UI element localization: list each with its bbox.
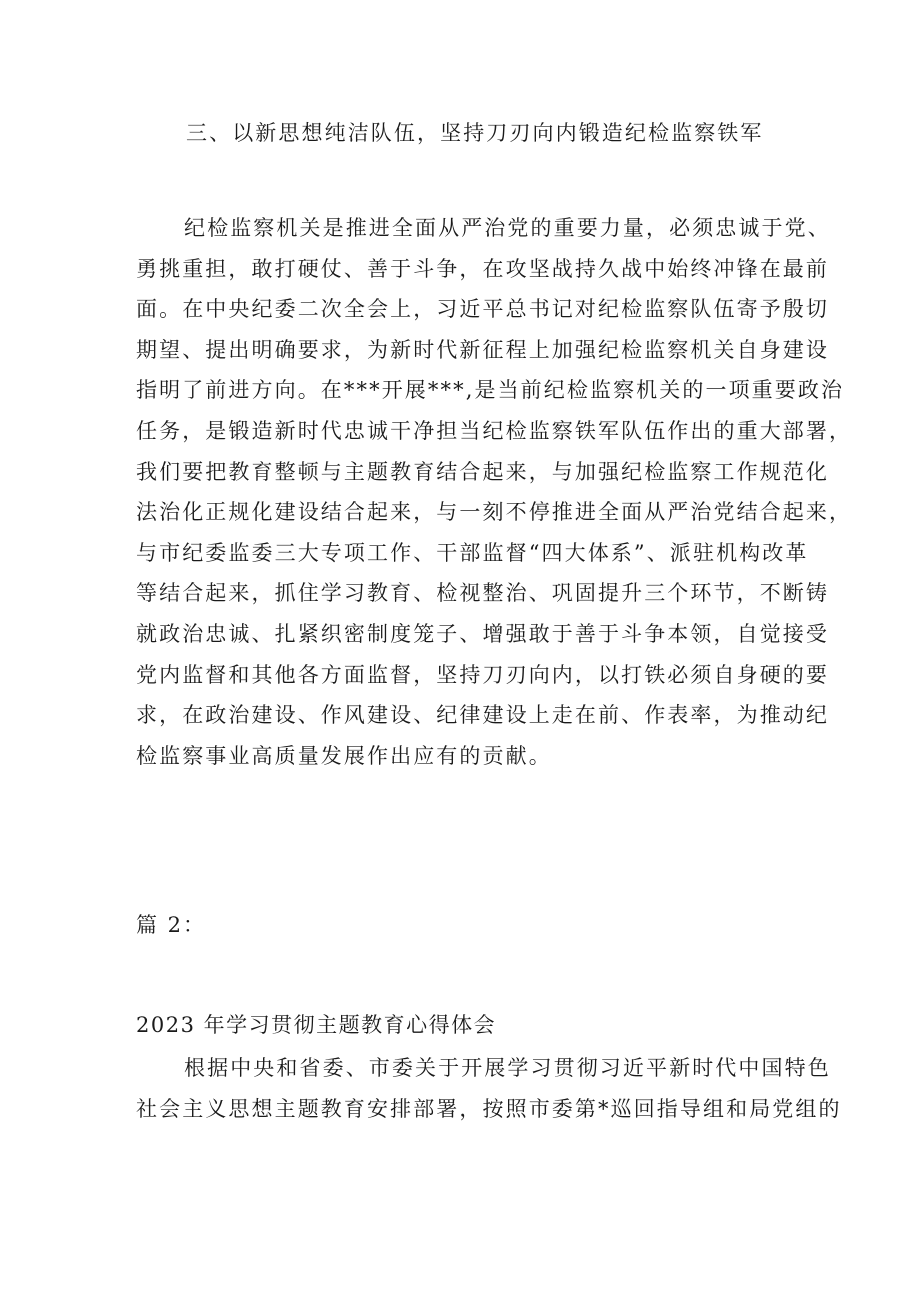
paragraph-line: 我们要把教育整顿与主题教育结合起来，与加强纪检监察工作规范化: [136, 459, 829, 484]
paragraph-line: 检监察事业高质量发展作出应有的贡献。: [136, 743, 552, 768]
paragraph-line: 面。在中央纪委二次全会上，习近平总书记对纪检监察队伍寄予殷切: [136, 297, 829, 322]
paragraph-line: 纪检监察机关是推进全面从严治党的重要力量，必须忠诚于党、: [184, 216, 831, 240]
article-title: 2023 年学习贯彻主题教育心得体会: [136, 1013, 497, 1037]
paragraph-line: 勇挑重担，敢打硬仗、善于斗争，在攻坚战持久战中始终冲锋在最前: [136, 256, 829, 281]
paragraph-line: 根据中央和省委、市委关于开展学习贯彻习近平新时代中国特色: [184, 1056, 831, 1080]
paragraph-line: 社会主义思想主题教育安排部署，按照市委第*巡回指导组和局党组的: [136, 1096, 842, 1121]
paragraph-line: 期望、提出明确要求，为新时代新征程上加强纪检监察机关自身建设: [136, 337, 829, 362]
section-heading: 三、以新思想纯洁队伍，坚持刀刃向内锻造纪检监察铁军: [186, 121, 764, 145]
paragraph-line: 就政治忠诚、扎紧织密制度笼子、增强敢于善于斗争本领，自觉接受: [136, 621, 829, 646]
paragraph-theme-education: [136, 1048, 842, 1129]
paragraph-line: 指明了前进方向。在***开展***,是当前纪检监察机关的一项重要政治: [136, 378, 845, 403]
paragraph-line: 与市纪委监委三大专项工作、干部监督“四大体系”、派驻机构改革: [136, 540, 809, 565]
article-label: 篇 2：: [136, 913, 207, 937]
paragraph-discipline-inspection: [136, 208, 853, 776]
paragraph-line: 等结合起来，抓住学习教育、检视整治、巩固提升三个环节，不断铸: [136, 581, 829, 606]
paragraph-line: 法治化正规化建设结合起来，与一刻不停推进全面从严治党结合起来，: [136, 500, 853, 525]
paragraph-line: 任务，是锻造新时代忠诚干净担当纪检监察铁军队伍作出的重大部署，: [136, 418, 853, 443]
paragraph-line: 求，在政治建设、作风建设、纪律建设上走在前、作表率，为推动纪: [136, 703, 829, 728]
paragraph-line: 党内监督和其他各方面监督，坚持刀刃向内，以打铁必须自身硬的要: [136, 662, 829, 687]
